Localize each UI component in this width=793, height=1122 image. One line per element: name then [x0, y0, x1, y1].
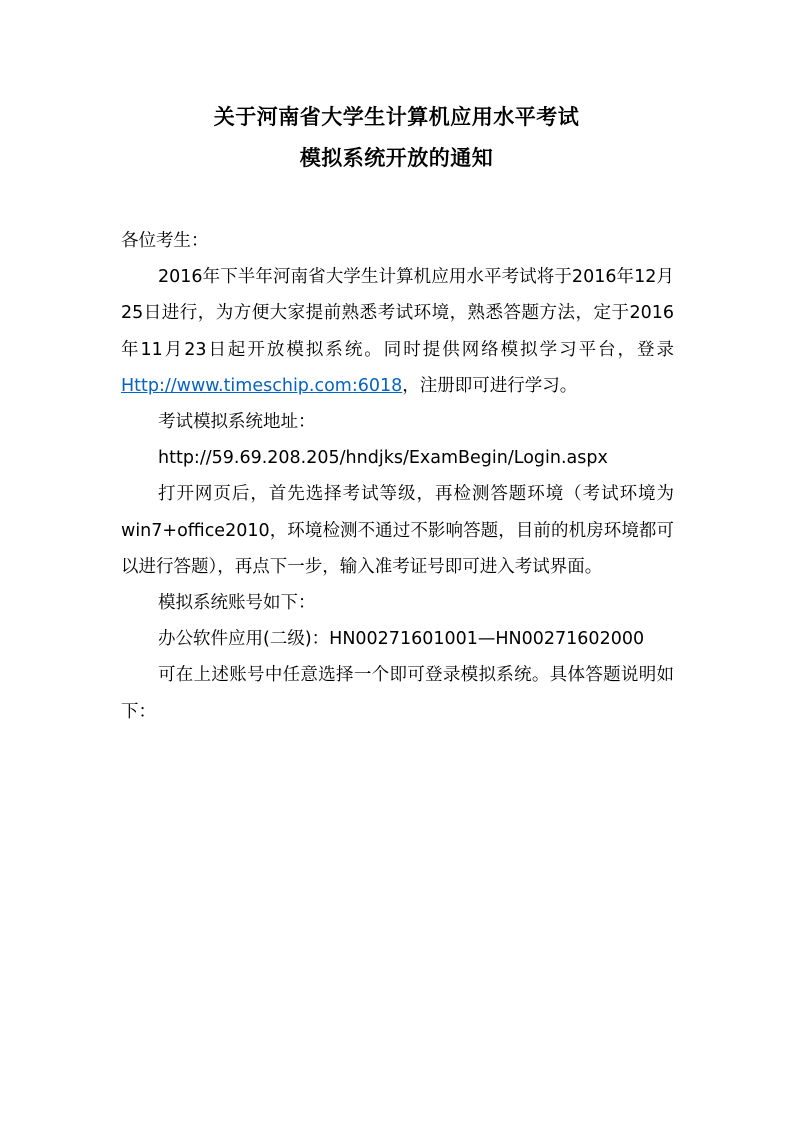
paragraph-intro-tail: ，注册即可进行学习。 — [402, 375, 578, 396]
notice-title-line-1: 关于河南省大学生计算机应用水平考试 — [213, 105, 580, 129]
notice-body — [121, 223, 674, 730]
paragraph-intro-text: 2016年下半年河南省大学生计算机应用水平考试将于2016年12月25日进行，为方便大家提前熟悉考试环境，熟悉答题方法，定于2016年11月23日起开放模拟系统。同时提供网络模拟学习平台，登录 — [121, 267, 674, 360]
accounts-range: 办公软件应用(二级)：HN00271601001—HN00271602000 — [158, 629, 645, 650]
paragraph-instructions: 打开网页后，首先选择考试等级，再检测答题环境（考试环境为win7+office2010，环境检测不通过不影响答题，目前的机房环境都可以进行答题），再点下一步，输入准考证号即可进入考试界面。 — [121, 484, 674, 577]
paragraph-intro — [121, 259, 674, 404]
accounts-label: 模拟系统账号如下： — [158, 593, 316, 614]
notice-title-line-2: 模拟系统开放的通知 — [299, 146, 494, 170]
salutation: 各位考生： — [121, 231, 209, 251]
exam-system-url: http://59.69.208.205/hndjks/ExamBegin/Login.aspx — [158, 448, 608, 469]
address-label: 考试模拟系统地址： — [158, 412, 316, 433]
paragraph-closing: 可在上述账号中任意选择一个即可登录模拟系统。具体答题说明如下： — [121, 665, 674, 722]
learning-platform-link[interactable]: Http://www.timeschip.com:6018 — [121, 375, 403, 396]
